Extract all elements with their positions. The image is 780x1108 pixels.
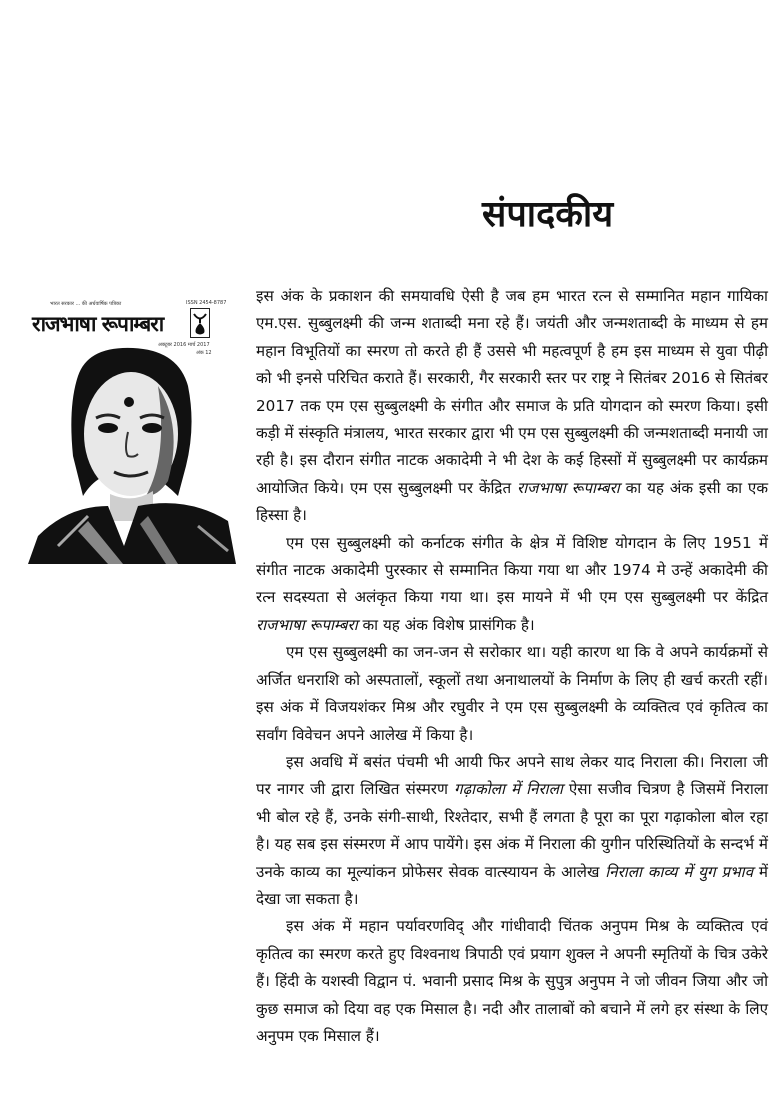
cover-date: अक्टूबर 2016 मार्च 2017 (158, 342, 210, 348)
cover-masthead: राजभाषा रूपाम्बरा (32, 312, 164, 336)
memoir-title-italic: गढ़ाकोला में निराला (454, 780, 563, 799)
text-run: का यह अंक इसी का एक हिस्सा है। (256, 478, 768, 525)
cover-tagline: भारत सरकार ... की अर्धवार्षिक पत्रिका (50, 301, 122, 307)
page-title: संपादकीय (482, 194, 614, 235)
emblem-icon (190, 308, 210, 338)
text-run: ऐसा सजीव चित्रण है जिसमें निराला भी बोल रहे हैं, उनके संगी-साथी, रिश्तेदार, सभी हैं लगता है पूरा का पूरा गढ़ाकोला बोल रहा है। यह सब इस संस्मरण में आप पायेंगे। इस अंक में निराला की युगीन परिस्थितियों के सन्दर्भ में उनके काव्य का मूल्यांकन प्रोफेसर सेवक वात्स्यायन के आलेख (256, 780, 769, 881)
paragraph-3 (256, 639, 768, 749)
text-run: इस अंक में महान पर्यावरणविद् और गांधीवादी चिंतक अनुपम मिश्र के व्यक्तित्व एवं कृतित्व का स्मरण करते हुए विश्वनाथ त्रिपाठी एवं प्रयाग शुक्ल ने अपनी स्मृतियों के चित्र उकेरे हैं। हिंदी के यशस्वी विद्वान पं. भवानी प्रसाद मिश्र के सुपुत्र अनुपम ने जो जीवन जिया और जो कुछ समाज को दिया वह एक मिसाल है। नदी और तालाबों को बचाने में लगे हर संस्था के लिए अनुपम एक मिसाल हैं। (256, 917, 768, 1045)
portrait-photo (28, 346, 236, 564)
magazine-title-italic: राजभाषा रूपाम्बरा (517, 478, 620, 497)
article-title-italic: निराला काव्य में युग प्रभाव (605, 862, 754, 881)
paragraph-1 (256, 283, 768, 530)
cover-issn: ISSN 2454-8787 (186, 300, 227, 306)
editorial-body (256, 283, 768, 1050)
text-run: में देखा जा सकता है। (256, 862, 768, 908)
paragraph-2 (256, 530, 768, 640)
text-run: इस अंक के प्रकाशन की समयावधि ऐसी है जब हम भारत रत्न से सम्मानित महान गायिका एम.एस. सुब्बुलक्ष्मी की जन्म शताब्दी मना रहे हैं। जयंती और जन्मशताब्दी के माध्यम से हम महान विभूतियों का स्मरण तो करते ही हैं उससे भी महत्वपूर्ण है हम इस माध्यम से युवा पीढ़ी को भी इनसे परिचित कराते हैं। सरकारी, गैर सरकारी स्तर पर राष्ट्र ने सितंबर 2016 से सितंबर 2017 तक एम एस सुब्बुलक्ष्मी के संगीत और समाज के प्रति योगदान को स्मरण किया। इसी कड़ी में संस्कृति मंत्रालय, भारत सरकार द्वारा भी एम एस सुब्बुलक्ष्मी की जन्मशताब्दी मनायी जा रही है। इस दौरान संगीत नाटक अकादेमी ने भी देश के कई हिस्सों में सुब्बुलक्ष्मी पर कार्यक्रम आयोजित किये। एम एस सुब्बुलक्ष्मी पर केंद्रित (256, 287, 768, 497)
text-run: एम एस सुब्बुलक्ष्मी को कर्नाटक संगीत के क्षेत्र में विशिष्ट योगदान के लिए 1951 में संगीत नाटक अकादेमी पुरस्कार से सम्मानित किया गया था और 1974 मे उन्हें अकादेमी की रत्न सदस्यता से अलंकृत किया गया था। इस मायने में भी एम एस सुब्बुलक्ष्मी पर केंद्रित (256, 533, 768, 607)
paragraph-5 (256, 913, 768, 1050)
magazine-cover (28, 298, 236, 564)
magazine-title-italic: राजभाषा रूपाम्बरा (256, 615, 358, 634)
text-run: इस अवधि में बसंत पंचमी भी आयी फिर अपने साथ लेकर याद निराला की। निराला जी पर नागर जी द्वारा लिखित संस्मरण (256, 752, 768, 799)
text-run: का यह अंक विशेष प्रासंगिक है। (357, 615, 535, 634)
paragraph-4 (256, 749, 768, 913)
cover-issue: अंक 12 (196, 350, 212, 356)
text-run: एम एस सुब्बुलक्ष्मी का जन-जन से सरोकार था। यही कारण था कि वे अपने कार्यक्रमों से अर्जित धनराशि को अस्पतालों, स्कूलों तथा अनाथालयों के निर्माण के लिए ही खर्च करती रहीं। इस अंक में विजयशंकर मिश्र और रघुवीर ने एम एस सुब्बुलक्ष्मी के व्यक्तित्व एवं कृतित्व का सर्वांग विवेचन अपने आलेख में किया है। (256, 643, 768, 744)
